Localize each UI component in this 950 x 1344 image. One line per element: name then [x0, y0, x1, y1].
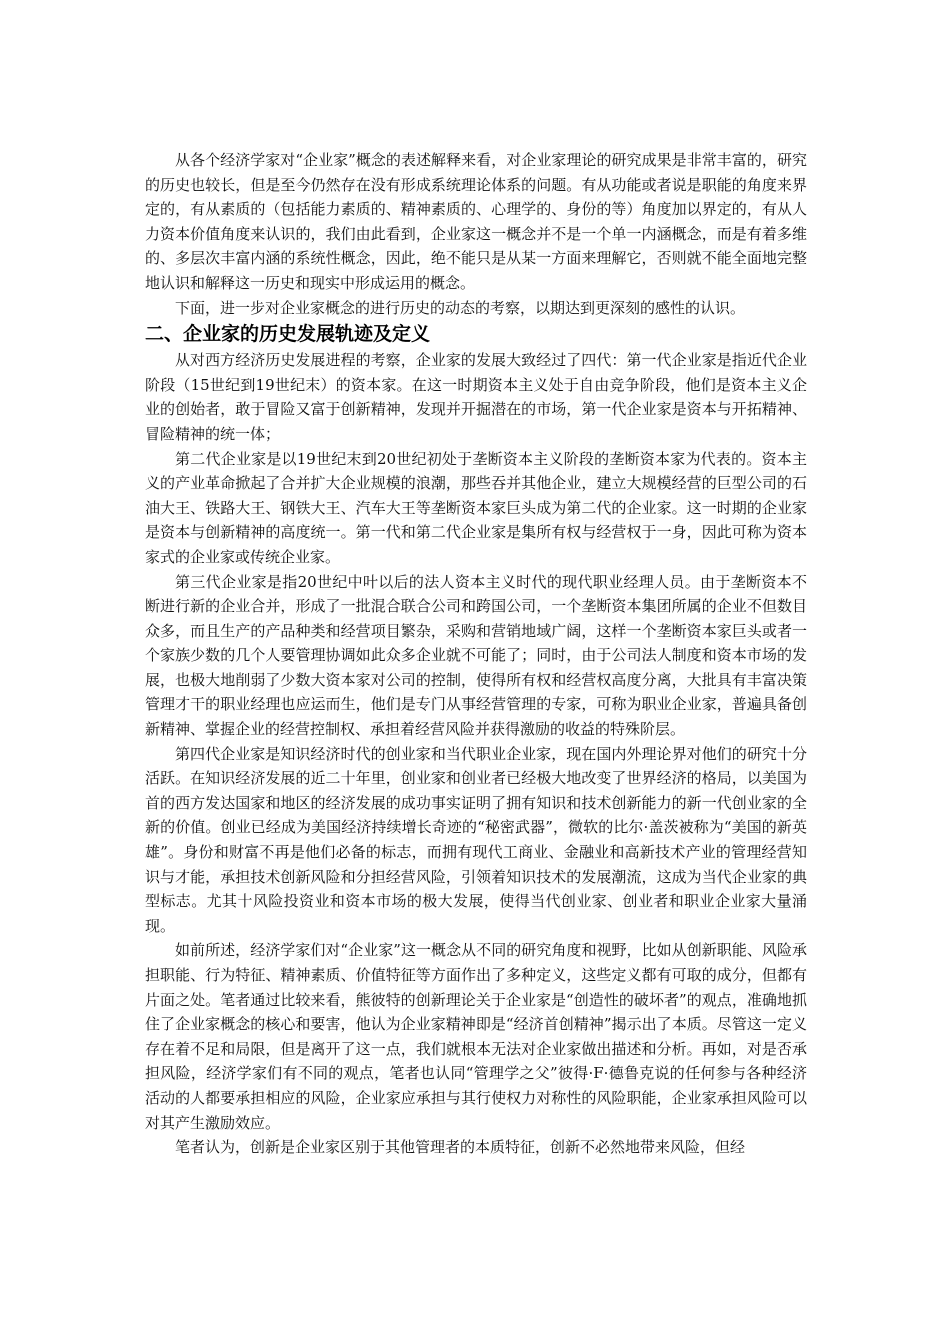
- paragraph: 笔者认为，创新是企业家区别于其他管理者的本质特征，创新不必然地带来风险，但经: [175, 1138, 746, 1157]
- document-body: [145, 148, 807, 1160]
- paragraph: 从各个经济学家对“企业家”概念的表述解释来看，对企业家理论的研究成果是非常丰富的，研究的历史也较长，但是至今仍然存在没有形成系统理论体系的问题。有从功能或者说是职能的角度来界定的，有从素质的（包括能力素质的、精神素质的、心理学的、身份的等）角度加以界定的，有从人力资本价值角度来认识的，我们由此看到，企业家这一概念并不是一个单一内涵概念，而是有着多维的、多层次丰富内涵的系统性概念，因此，绝不能只是从某一方面来理解它，否则就不能全面地完整地认识和解释这一历史和现实中形成运用的概念。: [145, 151, 807, 292]
- paragraph: 第二代企业家是以19世纪末到20世纪初处于垄断资本主义阶段的垄断资本家为代表的。资本主义的产业革命掀起了合并扩大企业规模的浪潮，那些吞并其他企业，建立大规模经营的巨型公司的石油大王、铁路大王、钢铁大王、汽车大王等垄断资本家巨头成为第二代的企业家。这一时期的企业家是资本与创新精神的高度统一。第一代和第二代企业家是集所有权与经营权于一身，因此可称为资本家式的企业家或传统企业家。: [145, 449, 807, 566]
- paragraph: 第三代企业家是指20世纪中叶以后的法人资本主义时代的现代职业经理人员。由于垄断资本不断进行新的企业合并，形成了一批混合联合公司和跨国公司，一个垄断资本集团所属的企业不但数目众多，而且生产的产品种类和经营项目繁杂，采购和营销地域广阔，这样一个垄断资本家巨头或者一个家族少数的几个人要管理协调如此众多企业就不可能了；同时，由于公司法人制度和资本市场的发展，也极大地削弱了少数大资本家对公司的控制，使得所有权和经营权高度分离，大批具有丰富决策管理才干的职业经理也应运而生，他们是专门从事经营管理的专家，可称为职业企业家，普遍具备创新精神、掌握企业的经营控制权、承担着经营风险并获得激励的收益的特殊阶层。: [145, 572, 807, 739]
- paragraph: 下面，进一步对企业家概念的进行历史的动态的考察，以期达到更深刻的感性的认识。: [175, 298, 746, 317]
- paragraph: 如前所述，经济学家们对“企业家”这一概念从不同的研究角度和视野，比如从创新职能、风险承担职能、行为特征、精神素质、价值特征等方面作出了多种定义，这些定义都有可取的成分，但都有片面之处。笔者通过比较来看，熊彼特的创新理论关于企业家是“创造性的破坏者”的观点，准确地抓住了企业家概念的核心和要害，他认为企业家精神即是“经济首创精神”揭示出了本质。尽管这一定义存在着不足和局限，但是离开了这一点，我们就根本无法对企业家做出描述和分析。再如，对是否承担风险，经济学家们有不同的观点，笔者也认同“管理学之父”彼得·F·德鲁克说的任何参与各种经济活动的人都要承担相应的风险，企业家应承担与其行使权力对称性的风险职能，企业家承担风险可以对其产生激励效应。: [145, 941, 807, 1132]
- paragraph: 从对西方经济历史发展进程的考察，企业家的发展大致经过了四代：第一代企业家是指近代企业阶段（15世纪到19世纪末）的资本家。在这一时期资本主义处于自由竞争阶段，他们是资本主义企业的创始者，敢于冒险又富于创新精神，发现并开掘潜在的市场，第一代企业家是资本与开拓精神、冒险精神的统一体；: [145, 351, 807, 443]
- section-heading: 二、企业家的历史发展轨迹及定义: [145, 323, 431, 346]
- paragraph: 第四代企业家是知识经济时代的创业家和当代职业企业家，现在国内外理论界对他们的研究十分活跃。在知识经济发展的近二十年里，创业家和创业者已经极大地改变了世界经济的格局，以美国为首的西方发达国家和地区的经济发展的成功事实证明了拥有知识和技术创新能力的新一代创业家的全新的价值。创业已经成为美国经济持续增长奇迹的“秘密武器”，微软的比尔·盖茨被称为“美国的新英雄”。身份和财富不再是他们必备的标志，而拥有现代工商业、金融业和高新技术产业的管理经营知识与才能，承担技术创新风险和分担经营风险，引领着知识技术的发展潮流，这成为当代企业家的典型标志。尤其十风险投资业和资本市场的极大发展，使得当代创业家、创业者和职业企业家大量涌现。: [145, 744, 807, 935]
